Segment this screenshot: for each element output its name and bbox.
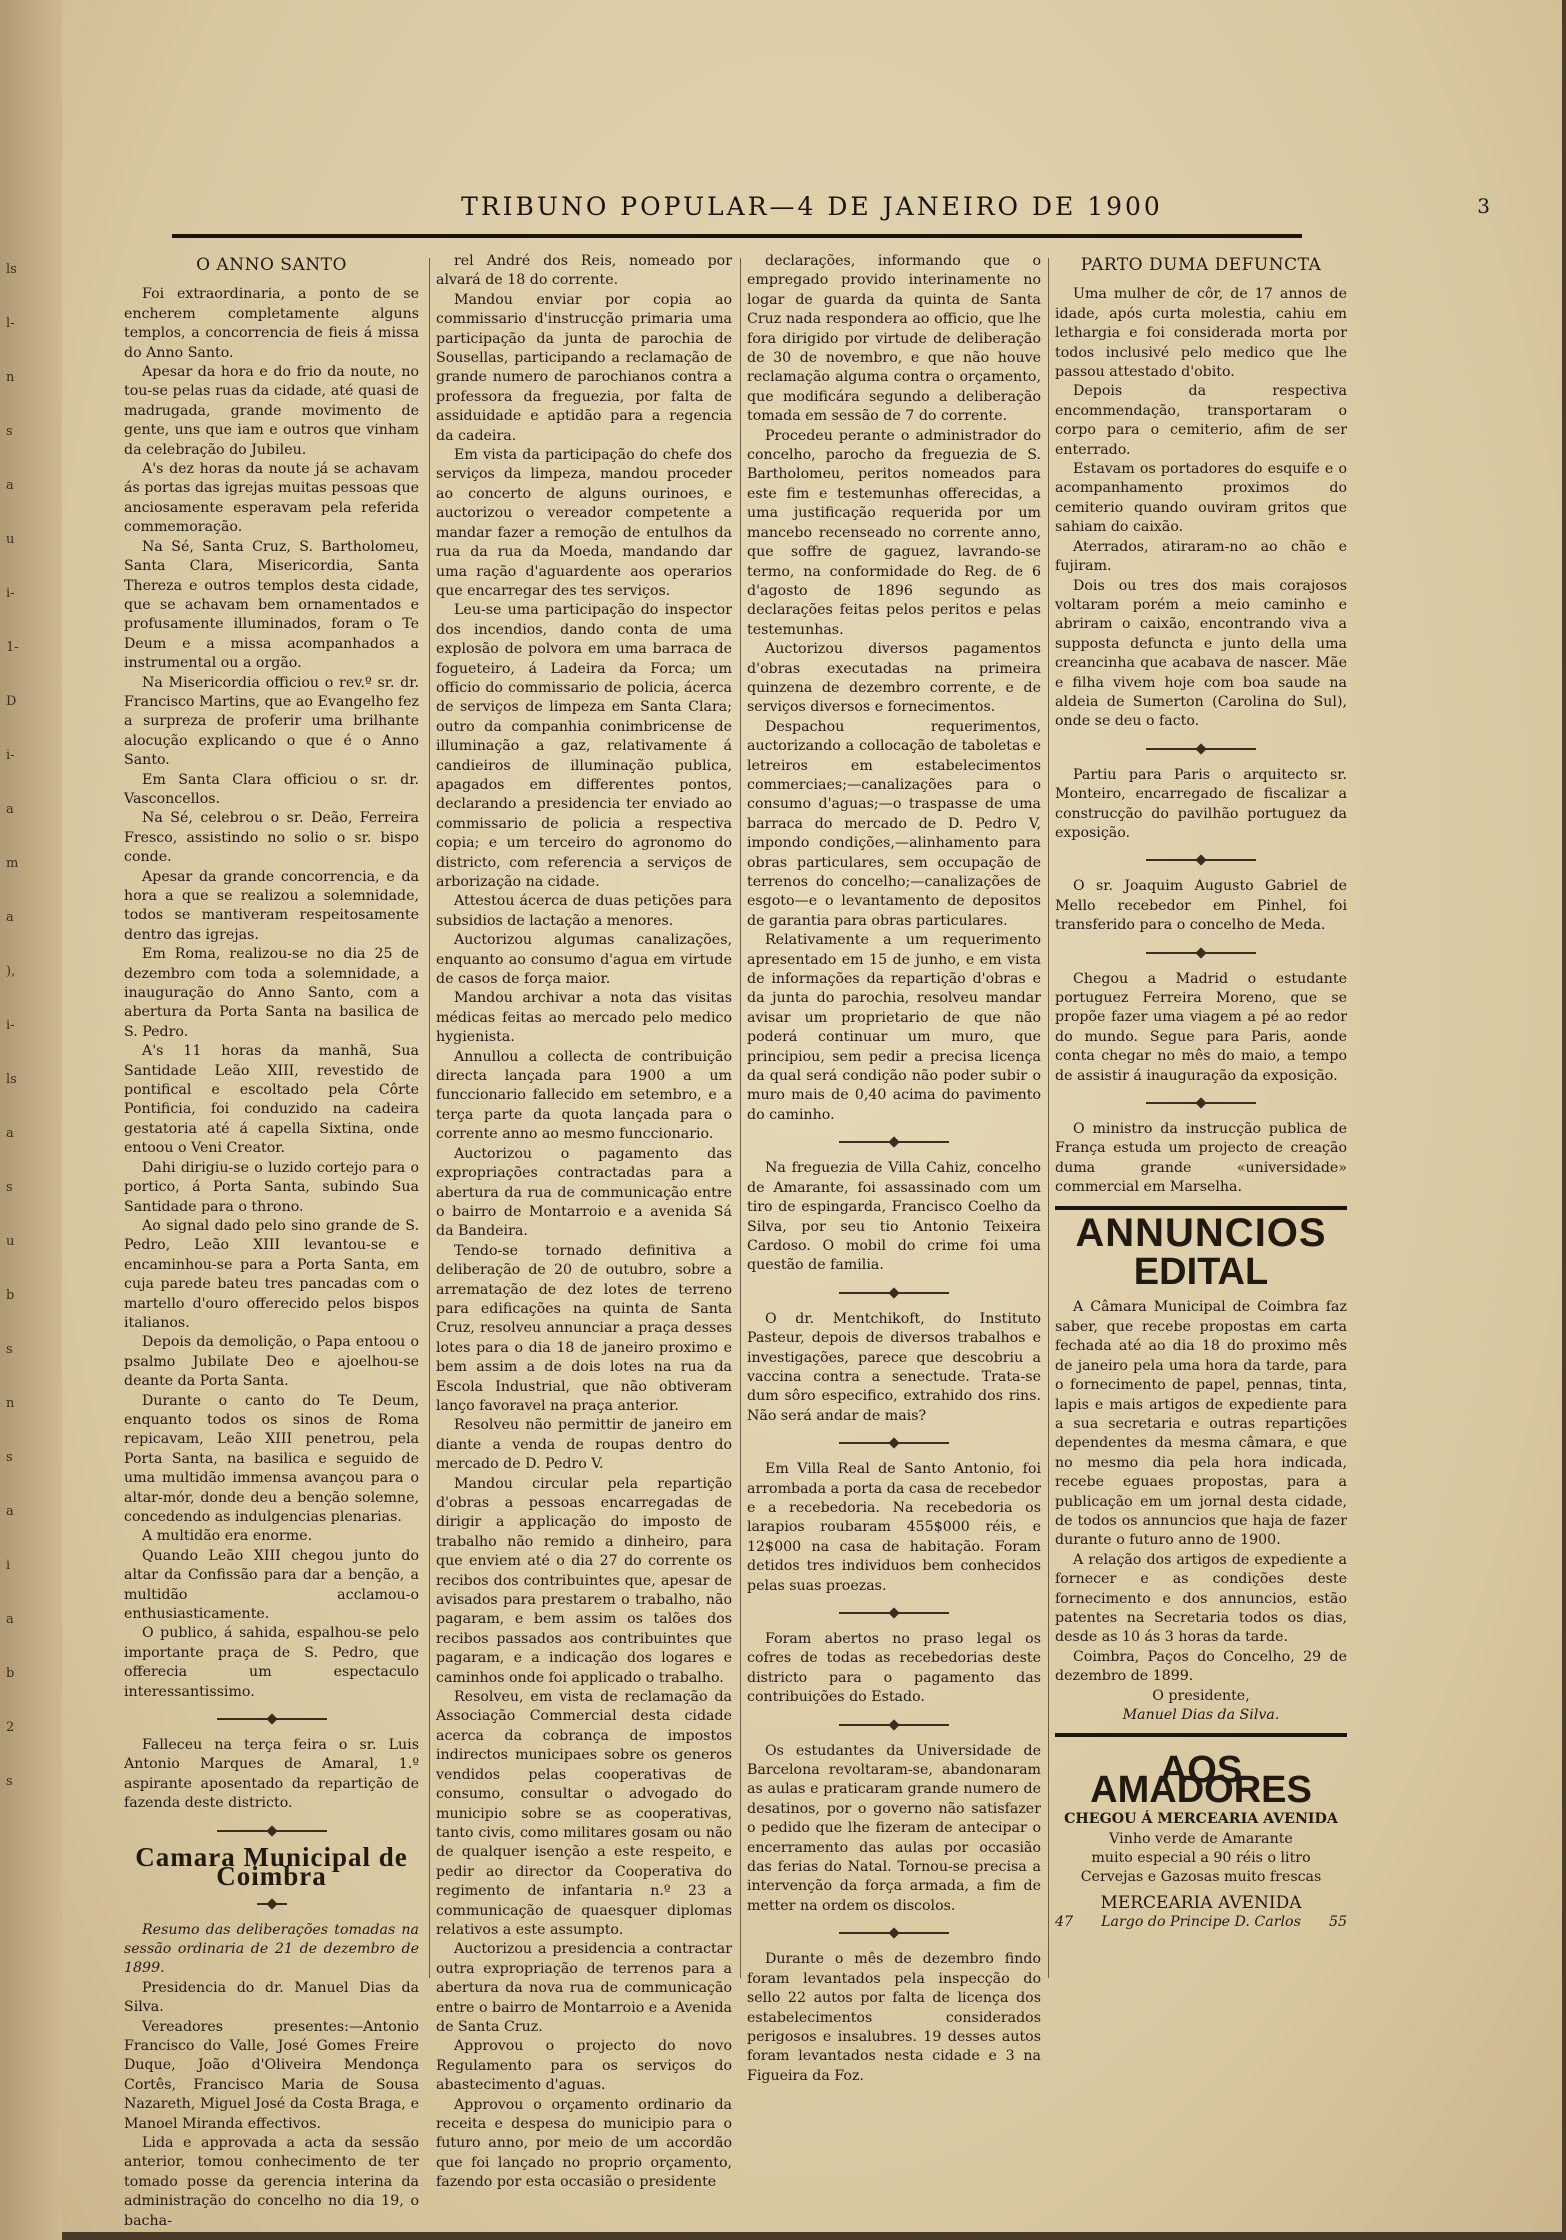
paragraph: O dr. Mentchikoft, do Instituto Pasteur, depois de diversos trabalhos e investigações, parece que descobriu a vaccina contra a senectude. Trata-se dum sôro especifico, extrahido dos rins. Não será andar de mais?	[747, 1310, 1041, 1424]
address-number: 47	[1055, 1914, 1074, 1931]
obituary: Falleceu na terça feira o sr. Luis Antonio Marques de Amaral, 1.º aspirante aposentado da repartição de fazenda deste districto.	[124, 1737, 419, 1812]
separator	[217, 1718, 327, 1720]
margin-fragment: b	[6, 1288, 15, 1303]
paragraph: Os estudantes da Universidade de Barcelona revoltaram-se, abandonaram as aulas e praticaram grande numero de desatinos, por o governo não satisfazer o pedido que lhe fizeram de antecipar o encerramento das aulas por occasião das ferias do Natal. Tornou-se precisa a intervenção da força armada, a fim de metter na ordem os discolos.	[747, 1742, 1041, 1914]
separator	[1146, 748, 1256, 750]
paragraph: Partiu para Paris o arquitecto sr. Monteiro, encarregado de fiscalizar a construcção do pavilhão portuguez da exposição.	[1055, 766, 1347, 841]
paragraph: Apesar da grande concorrencia, e da hora a que se realizou a solemnidade, todos se mantiveram respeitosamente dentro das igrejas.	[124, 868, 419, 943]
paragraph: Leu-se uma participação do inspector dos incendios, dando conta de uma explosão de polvora em uma barraca de fogueteiro, á Ladeira da Forca; um officio do commissario de policia, ácerca de serviços de limpeza em Santa Clara; outro da companhia conimbricense de illuminação a gaz, relativamente á candieiros de illuminação publica, apagados em differentes pontos, declarando a presidencia ter enviado ao commissario de policia a respectiva copia; e um terceiro do agronomo do districto, com referencia a serviços de arborização na cidade.	[436, 602, 732, 890]
annuncios-heading: ANNUNCIOS	[1075, 1210, 1327, 1255]
paragraph: Auctorizou a presidencia a contractar outra expropriação de terrenos para a abertura da nova rua de communicação entre o bairro de Montarroio e a Avenida de Santa Cruz.	[436, 1941, 732, 2035]
paragraph: O sr. Joaquim Augusto Gabriel de Mello recebedor em Pinhel, foi transferido para o concelho de Meda.	[1055, 878, 1347, 934]
column-divider	[740, 258, 741, 1978]
margin-fragment: s	[6, 1180, 13, 1195]
paragraph: Auctorizou algumas canalizações, enquanto ao consumo d'agua em virtude de casos de força maior.	[436, 932, 732, 988]
camara-subtitle: Resumo das deliberações tomadas na sessão ordinaria de 21 de dezembro de 1899.	[124, 1921, 419, 1977]
separator	[839, 1442, 949, 1444]
address-street: Largo do Principe D. Carlos	[1101, 1914, 1301, 1931]
paragraph: Quando Leão XIII chegou junto do altar da Confissão para dar a benção, a multidão acclamou-o enthusiasticamente.	[124, 1547, 419, 1623]
margin-fragment: s	[6, 1774, 13, 1789]
margin-fragment: a	[6, 910, 14, 925]
margin-fragment: ls	[6, 1072, 17, 1087]
paragraph: Ao signal dado pelo sino grande de S. Pedro, Leão XIII levantou-se e encaminhou-se para a Porta Santa, em cuja parede bateu tres pancadas com o martello d'ouro offerecido pelos bispos italianos.	[124, 1217, 419, 1331]
annuncios-section	[1055, 1206, 1347, 1726]
amadores-line: Vinho verde de Amarante	[1109, 1830, 1293, 1847]
separator	[1146, 952, 1256, 954]
paragraph: Em vista da participação do chefe dos serviços da limpeza, mandou proceder ao concerto de alguns ourinoes, e auctorizou o vereador competente a mandar fazer a remoção de entulhos da rua da rua da Moeda, mandando dar uma ração d'aguardente aos operarios que encarregar des tes serviços.	[436, 447, 732, 599]
paragraph: A's 11 horas da manhã, Sua Santidade Leão XIII, revestido de pontifical e escoltado pela Côrte Pontificia, foi conduzido na cadeira gestatoria até á capella Sixtina, onde entoou o Veni Creator.	[124, 1043, 419, 1157]
margin-fragment: a	[6, 1126, 14, 1141]
paragraph: Em Santa Clara officiou o sr. dr. Vasconcellos.	[124, 771, 419, 807]
margin-fragment: n	[6, 1396, 15, 1411]
paragraph: Na Misericordia officiou o rev.º sr. dr. Francisco Martins, que ao Evangelho fez a surpreza de proferir uma brilhante alocução explicando o que é o Anno Santo.	[124, 674, 419, 769]
margin-fragment: a	[6, 478, 14, 493]
margin-fragment: a	[6, 1612, 14, 1627]
paragraph: Estavam os portadores do esquife e o acompanhamento proximos do cemiterio quando ouviram gritos que sahiam do caixão.	[1055, 461, 1347, 536]
margin-fragment: n	[6, 370, 15, 385]
newspaper-page	[62, 0, 1562, 2232]
paragraph: Lida e approvada a acta da sessão anterior, tomou conhecimento de ter tomado posse da gerencia interina da administração do concelho no dia 19, o bacha-	[124, 2134, 419, 2229]
paragraph: Despachou requerimentos, auctorizando a collocação de taboletas e letreiros em estabelecimentos commerciaes;—canalizações para o consumo d'aguas;—o traspasse de uma barraca do mercado de D. Pedro V, impondo condições,—alinhamento para obras particulares, sem occupação de terrenos do concelho;—canalizações de esgoto—e o levantamento de depositos de garantia para obras particulares.	[747, 718, 1041, 929]
paragraph: Auctorizou diversos pagamentos d'obras executadas na primeira quinzena de dezembro corrente, e de serviços diversos e fornecimentos.	[747, 641, 1041, 716]
margin-fragment: s	[6, 424, 13, 439]
margin-fragment: a	[6, 1504, 14, 1519]
paragraph: Mandou archivar a nota das visitas médicas feitas ao mercado pelo medico hygienista.	[436, 990, 732, 1046]
paragraph: Auctorizou o pagamento das expropriações contractadas para a abertura da rua de communicação entre o bairro de Montarroio e a avenida Sá da Bandeira.	[436, 1145, 732, 1240]
margin-fragment: m	[6, 856, 19, 871]
separator	[257, 1903, 287, 1905]
amadores-address	[1055, 1913, 1347, 1932]
address-number: 55	[1328, 1914, 1347, 1931]
paragraph: A multidão era enorme.	[142, 1528, 313, 1545]
paragraph: Relativamente a um requerimento apresentado em 15 de junho, e em vista de informações da repartição d'obras e da junta do parochia, resolveu mandar avisar um proprietario de que não poderá continuar um muro, que principiou, sem pedir a precisa licença da qual será condição não poder subir o muro mais de 0,40 acima do pavimento do caminho.	[747, 932, 1041, 1123]
paragraph: Aterrados, atiraram-no ao chão e fujiram.	[1055, 538, 1347, 575]
paragraph: Presidencia do dr. Manuel Dias da Silva.	[124, 1979, 419, 2016]
paragraph: Approvou o projecto do novo Regulamento para os serviços do abastecimento d'aguas.	[436, 2038, 732, 2094]
amadores-shop: MERCEARIA AVENIDA	[1100, 1892, 1302, 1913]
paragraph: Apesar da hora e do frio da noute, no tou-se pelas ruas da cidade, até quasi de madrugada, grande movimento de gente, uns que iam e outros que vinham da celebração do Jubileu.	[124, 364, 419, 458]
paragraph: Mandou enviar por copia ao commissario d'instrucção primaria uma participação da junta de parochia de Sousellas, participando a reclamação de grande numero de parochianos contra a professora da freguezia, por falta de assiduidade e aptidão para a regencia da cadeira.	[436, 291, 732, 444]
margin-fragment: a	[6, 802, 14, 817]
amadores-sub: CHEGOU Á MERCEARIA AVENIDA	[1064, 1811, 1338, 1828]
separator	[217, 1830, 327, 1832]
paragraph: Procedeu perante o administrador do concelho, parocho da freguezia de S. Bartholomeu, peritos nomeados para este fim e testemunhas offerecidas, a uma justificação requerida por um mancebo recenseado no corrente anno, que soffre de gaguez, lavrando-se termo, na conformidade do Reg. de 6 d'agosto de 1896 segundo as declarações feitas pelos peritos e pelas testemunhas.	[747, 427, 1041, 638]
column-3	[747, 252, 1041, 2086]
margin-fragment: ls	[6, 262, 17, 277]
article-title: O ANNO SANTO	[196, 255, 347, 275]
margin-fragment: i-	[6, 1018, 15, 1033]
page-number: 3	[1477, 194, 1490, 218]
paragraph: A's dez horas da noute já se achavam ás portas das igrejas muitas pessoas que anciosamente esperavam pela referida commemoração.	[124, 461, 419, 536]
edital-sign-role: O presidente,	[1152, 1687, 1250, 1704]
paragraph: Em Villa Real de Santo Antonio, foi arrombada a porta da casa de recebedor e a recebedoria. Na recebedoria os larapios roubaram 455$000 réis, e 12$000 na casa de habitação. Foram detidos tres individuos bem conhecidos pelas suas proezas.	[747, 1461, 1041, 1594]
paragraph: Foi extraordinaria, a ponto de se encherem completamente alguns templos, a concorrencia de fieis á missa do Anno Santo.	[124, 286, 419, 361]
edital-text: A Câmara Municipal de Coimbra faz saber, que recebe propostas em carta fechada até ao dia 18 do proximo mês de janeiro pela uma hora da tarde, para o fornecimento de papel, pennas, tinta, lapis e mais artigos de expediente para a sua secretaria e outras repartições dependentes da mesma câmara, e que no mesmo dia pela hora indicada, recebe eguaes propostas, para a publicação em um jornal desta cidade, de todos os annuncios que haja de fazer durante o futuro anno de 1900.	[1055, 1299, 1347, 1549]
paragraph: Durante o canto do Te Deum, enquanto todos os sinos de Roma repicavam, Leão XIII penetrou, pela Porta Santa, na basilica e seguido de uma multidão immensa avançou para o altar-mór, donde deu a benção solemne, concedendo as indulgencias plenarias.	[124, 1392, 419, 1525]
paragraph: Annullou a collecta de contribuição directa lançada para 1900 a um funccionario fallecido em setembro, e a terça parte da quota lançada para o corrente anno ao mesmo funccionario.	[436, 1048, 732, 1143]
paragraph: Em Roma, realizou-se no dia 25 de dezembro com toda a solemnidade, a inauguração do Anno Santo, com a abertura da Porta Santa na basilica de S. Pedro.	[124, 946, 419, 1040]
column-divider	[1048, 258, 1049, 1978]
paragraph: Resolveu não permittir de janeiro em diante a venda de roupas dentro do mercado de D. Pedro V.	[436, 1417, 732, 1473]
separator	[1146, 1102, 1256, 1104]
edital-sign-name: Manuel Dias da Silva.	[1122, 1707, 1280, 1723]
margin-fragment: b	[6, 1666, 15, 1681]
paragraph: Dahi dirigiu-se o luzido cortejo para o portico, á Porta Santa, subindo Sua Santidade para o throno.	[124, 1159, 419, 1215]
separator	[839, 1612, 949, 1614]
margin-fragment: i	[6, 1558, 11, 1573]
paragraph: Na Sé, celebrou o sr. Deão, Ferreira Fresco, assistindo no solio o sr. bispo conde.	[124, 810, 419, 866]
paragraph: Na Sé, Santa Cruz, S. Bartholomeu, Santa Clara, Misericordia, Santa Thereza e outros templos desta cidade, que se achavam bem ornamentados e profusamente illuminados, foram o Te Deum e a missa acompanhados a instrumental ou a orgão.	[124, 538, 419, 672]
margin-fragment: i-	[6, 586, 15, 601]
margin-fragment: ),	[6, 964, 16, 979]
article-title: PARTO DUMA DEFUNCTA	[1080, 255, 1322, 275]
separator	[839, 1932, 949, 1934]
paragraph: Durante o mês de dezembro findo foram levantados pela inspecção do sello 22 autos por falta de licença dos estabelecimentos considerados perigosos e insalubres. 19 desses autos foram levantados nesta cidade e 3 na Figueira da Foz.	[747, 1951, 1041, 2084]
amadores-line: Cervejas e Gazosas muito frescas	[1080, 1869, 1322, 1886]
paragraph: Chegou a Madrid o estudante portuguez Ferreira Moreno, que se propõe fazer uma viagem a pé ao redor do mundo. Segue para Paris, aonde conta chegar no mês do maio, a tempo de assistir á inauguração da exposição.	[1055, 970, 1347, 1084]
margin-fragment: s	[6, 1342, 13, 1357]
edital-text-2: A relação dos artigos de expediente a fornecer e as condições deste fornecimento e dos annuncios, estão patentes na Secretaria todos os dias, desde as 10 ás 3 horas da tarde.	[1055, 1551, 1347, 1646]
header-rule	[172, 234, 1302, 238]
paragraph: O publico, á sahida, espalhou-se pelo importante praça de S. Pedro, que offerecia um espectaculo interessantissimo.	[124, 1625, 419, 1700]
margin-fragment: u	[6, 1234, 15, 1249]
camara-title: Camara Municipal de Coimbra	[135, 1841, 408, 1892]
margin-fragment: 2	[6, 1720, 15, 1735]
edital-heading: EDITAL	[1133, 1251, 1269, 1294]
paragraph: Foram abertos no praso legal os cofres de todas as recebedorias deste districto para o pagamento das contribuições do Estado.	[747, 1631, 1041, 1706]
paragraph: rel André dos Reis, nomeado por alvará de 18 do corrente.	[436, 253, 732, 289]
paragraph: Uma mulher de côr, de 17 annos de idade, após curta molestia, cahiu em lethargia e foi considerada morta por todos inclusivé pelo medico que lhe passou attestado d'obito.	[1055, 286, 1347, 381]
margin-fragment: D	[6, 694, 17, 709]
edital-place: Coimbra, Paços do Concelho, 29 de dezembro de 1899.	[1055, 1648, 1347, 1685]
column-1	[124, 252, 419, 2231]
paragraph: O ministro da instrucção publica de França estuda um projecto de creação duma grande «universidade» commercial em Marselha.	[1055, 1121, 1347, 1196]
separator	[839, 1292, 949, 1294]
adjacent-page-strip	[0, 0, 62, 2240]
margin-fragment: 1-	[6, 640, 19, 655]
margin-fragment: s	[6, 1450, 13, 1465]
paragraph: Dois ou tres dos mais corajosos voltaram porém a meio caminho e abriram o caixão, encontrando viva a supposta defuncta e junto della uma creancinha que acabava de nascer. Mãe e filha vivem hoje com boa saude na aldeia de Sumerton (Carolina do Sul), onde se deu o facto.	[1055, 577, 1347, 730]
separator	[839, 1141, 949, 1143]
amadores-heading: AOS AMADORES	[1090, 1749, 1312, 1811]
separator	[839, 1724, 949, 1726]
column-2	[436, 252, 732, 2193]
paragraph: declarações, informando que o empregado provido interinamente no logar de guarda da quinta de Santa Cruz nada respondera ao officio, que lhe fora dirigido por virtude de deliberação de 30 de novembro, e que não houve reclamação alguma contra o orçamento, que modificára segundo a deliberação tomada em sessão de 7 do corrente.	[747, 253, 1041, 425]
paragraph: Depois da demolição, o Papa entoou o psalmo Jubilate Deo e ajoelhou-se deante da Porta Santa.	[124, 1334, 419, 1390]
paragraph: Attestou ácerca de duas petições para subsidios de lactação a menores.	[436, 893, 732, 929]
column-4	[1055, 252, 1347, 1933]
margin-fragment: i-	[6, 748, 15, 763]
paragraph: Na freguezia de Villa Cahiz, concelho de Amarante, foi assassinado com um tiro de espingarda, Francisco Coelho da Silva, por seu tio Antonio Teixeira Cardoso. O mobil do crime foi uma questão de familia.	[747, 1160, 1041, 1274]
masthead: TRIBUNO POPULAR—4 DE JANEIRO DE 1900	[461, 192, 1163, 221]
paragraph: Approvou o orçamento ordinario da receita e despesa do municipio para o futuro anno, por meio de um accordão que foi lançado no proprio orçamento, fazendo por esta occasião o presidente	[436, 2096, 732, 2191]
paragraph: Vereadores presentes:—Antonio Francisco do Valle, José Gomes Freire Duque, João d'Oliveira Mendonça Cortês, Francisco Maria de Sousa Nazareth, Miguel José da Costa Braga, e Manoel Miranda effectivos.	[124, 2018, 419, 2132]
paragraph: Tendo-se tornado definitiva a deliberação de 20 de outubro, sobre a arrematação de dez lotes de terreno para edificações na quinta de Santa Cruz, resolveu annunciar a praça desses lotes para o dia 18 de janeiro proximo e bem assim a de dois lotes na rua da Escola Industrial, que não obtiveram lanço favoravel na praça anterior.	[436, 1242, 732, 1414]
separator	[1146, 859, 1256, 861]
paragraph: Resolveu, em vista de reclamação da Associação Commercial desta cidade acerca da cobrança de impostos indirectos municipaes sobre os generos vendidos pelas cooperativas de consumo, consultar o advogado do municipio sobre se as cooperativas, tanto civis, como militares gosam ou não de qualquer isenção a este respeito, e pedir ao director da Cooperativa do regimento de infantaria n.º 23 a communicação de quaesquer diplomas relativos a este assumpto.	[436, 1689, 732, 1938]
column-divider	[429, 258, 430, 1978]
amadores-line: muito especial a 90 réis o litro	[1091, 1850, 1311, 1867]
margin-fragment: u	[6, 532, 15, 547]
paragraph: Depois da respectiva encommendação, transportaram o corpo para o cemiterio, afim de ser enterrado.	[1055, 383, 1347, 458]
paragraph: Mandou circular pela repartição d'obras a pessoas encarregadas de dirigir a applicação do imposto de trabalho não remido a dinheiro, para que enviem até o dia 27 do corrente os recibos dos contribuintes que, apesar de avisados para prestarem o trabalho, não pagaram, e bem assim os talões dos recibos passados aos contribuintes que pagaram, e a indicação dos logares e caminhos onde foi applicado o trabalho.	[436, 1475, 732, 1686]
amadores-ad	[1055, 1733, 1347, 1932]
margin-fragment: l-	[6, 316, 15, 331]
